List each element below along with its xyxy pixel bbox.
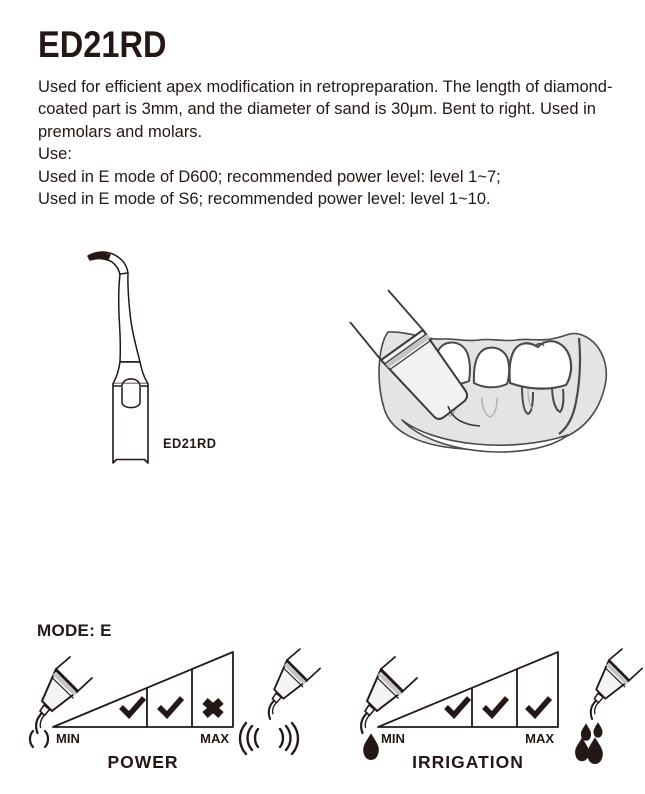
use-heading: Use: [38,145,72,164]
power-max-label: MAX [200,731,229,746]
weak-vibration-icon [30,731,48,747]
page-title: ED21RD [38,24,167,65]
tip-neck [119,273,140,362]
tip-inset [122,387,140,408]
irrigation-diagram [343,645,645,767]
mode-label: MODE: E [37,621,112,640]
use-line-2: Used in E mode of S6; recommended power level: level 1~10. [38,190,491,209]
power-min-label: MIN [56,731,80,746]
use-line-1: Used in E mode of D600; recommended power level: level 1~7; [38,167,501,186]
description-paragraph: Used for efficient apex modification in retropreparation. The length of diamond-coated part is 3mm, and the diameter of sand is 30μm. Bent to right. Used in premolars and molars. [38,78,613,141]
irrigation-max-label: MAX [525,731,554,746]
irrigation-caption: IRRIGATION [412,752,524,772]
strong-vibration-icon [240,723,298,754]
premolar2-crown [474,348,509,388]
cross-mark-icon [205,701,221,715]
irrigation-min-label: MIN [381,731,405,746]
tip-label: ED21RD [163,436,217,451]
power-caption: POWER [107,752,179,772]
description-block [38,76,620,210]
power-diagram [18,645,323,767]
handpiece-icon [591,649,642,719]
tip-shoulder [113,362,148,384]
molar-crown [510,341,572,388]
handpiece-icon [269,649,320,719]
usage-illustration [330,262,622,464]
